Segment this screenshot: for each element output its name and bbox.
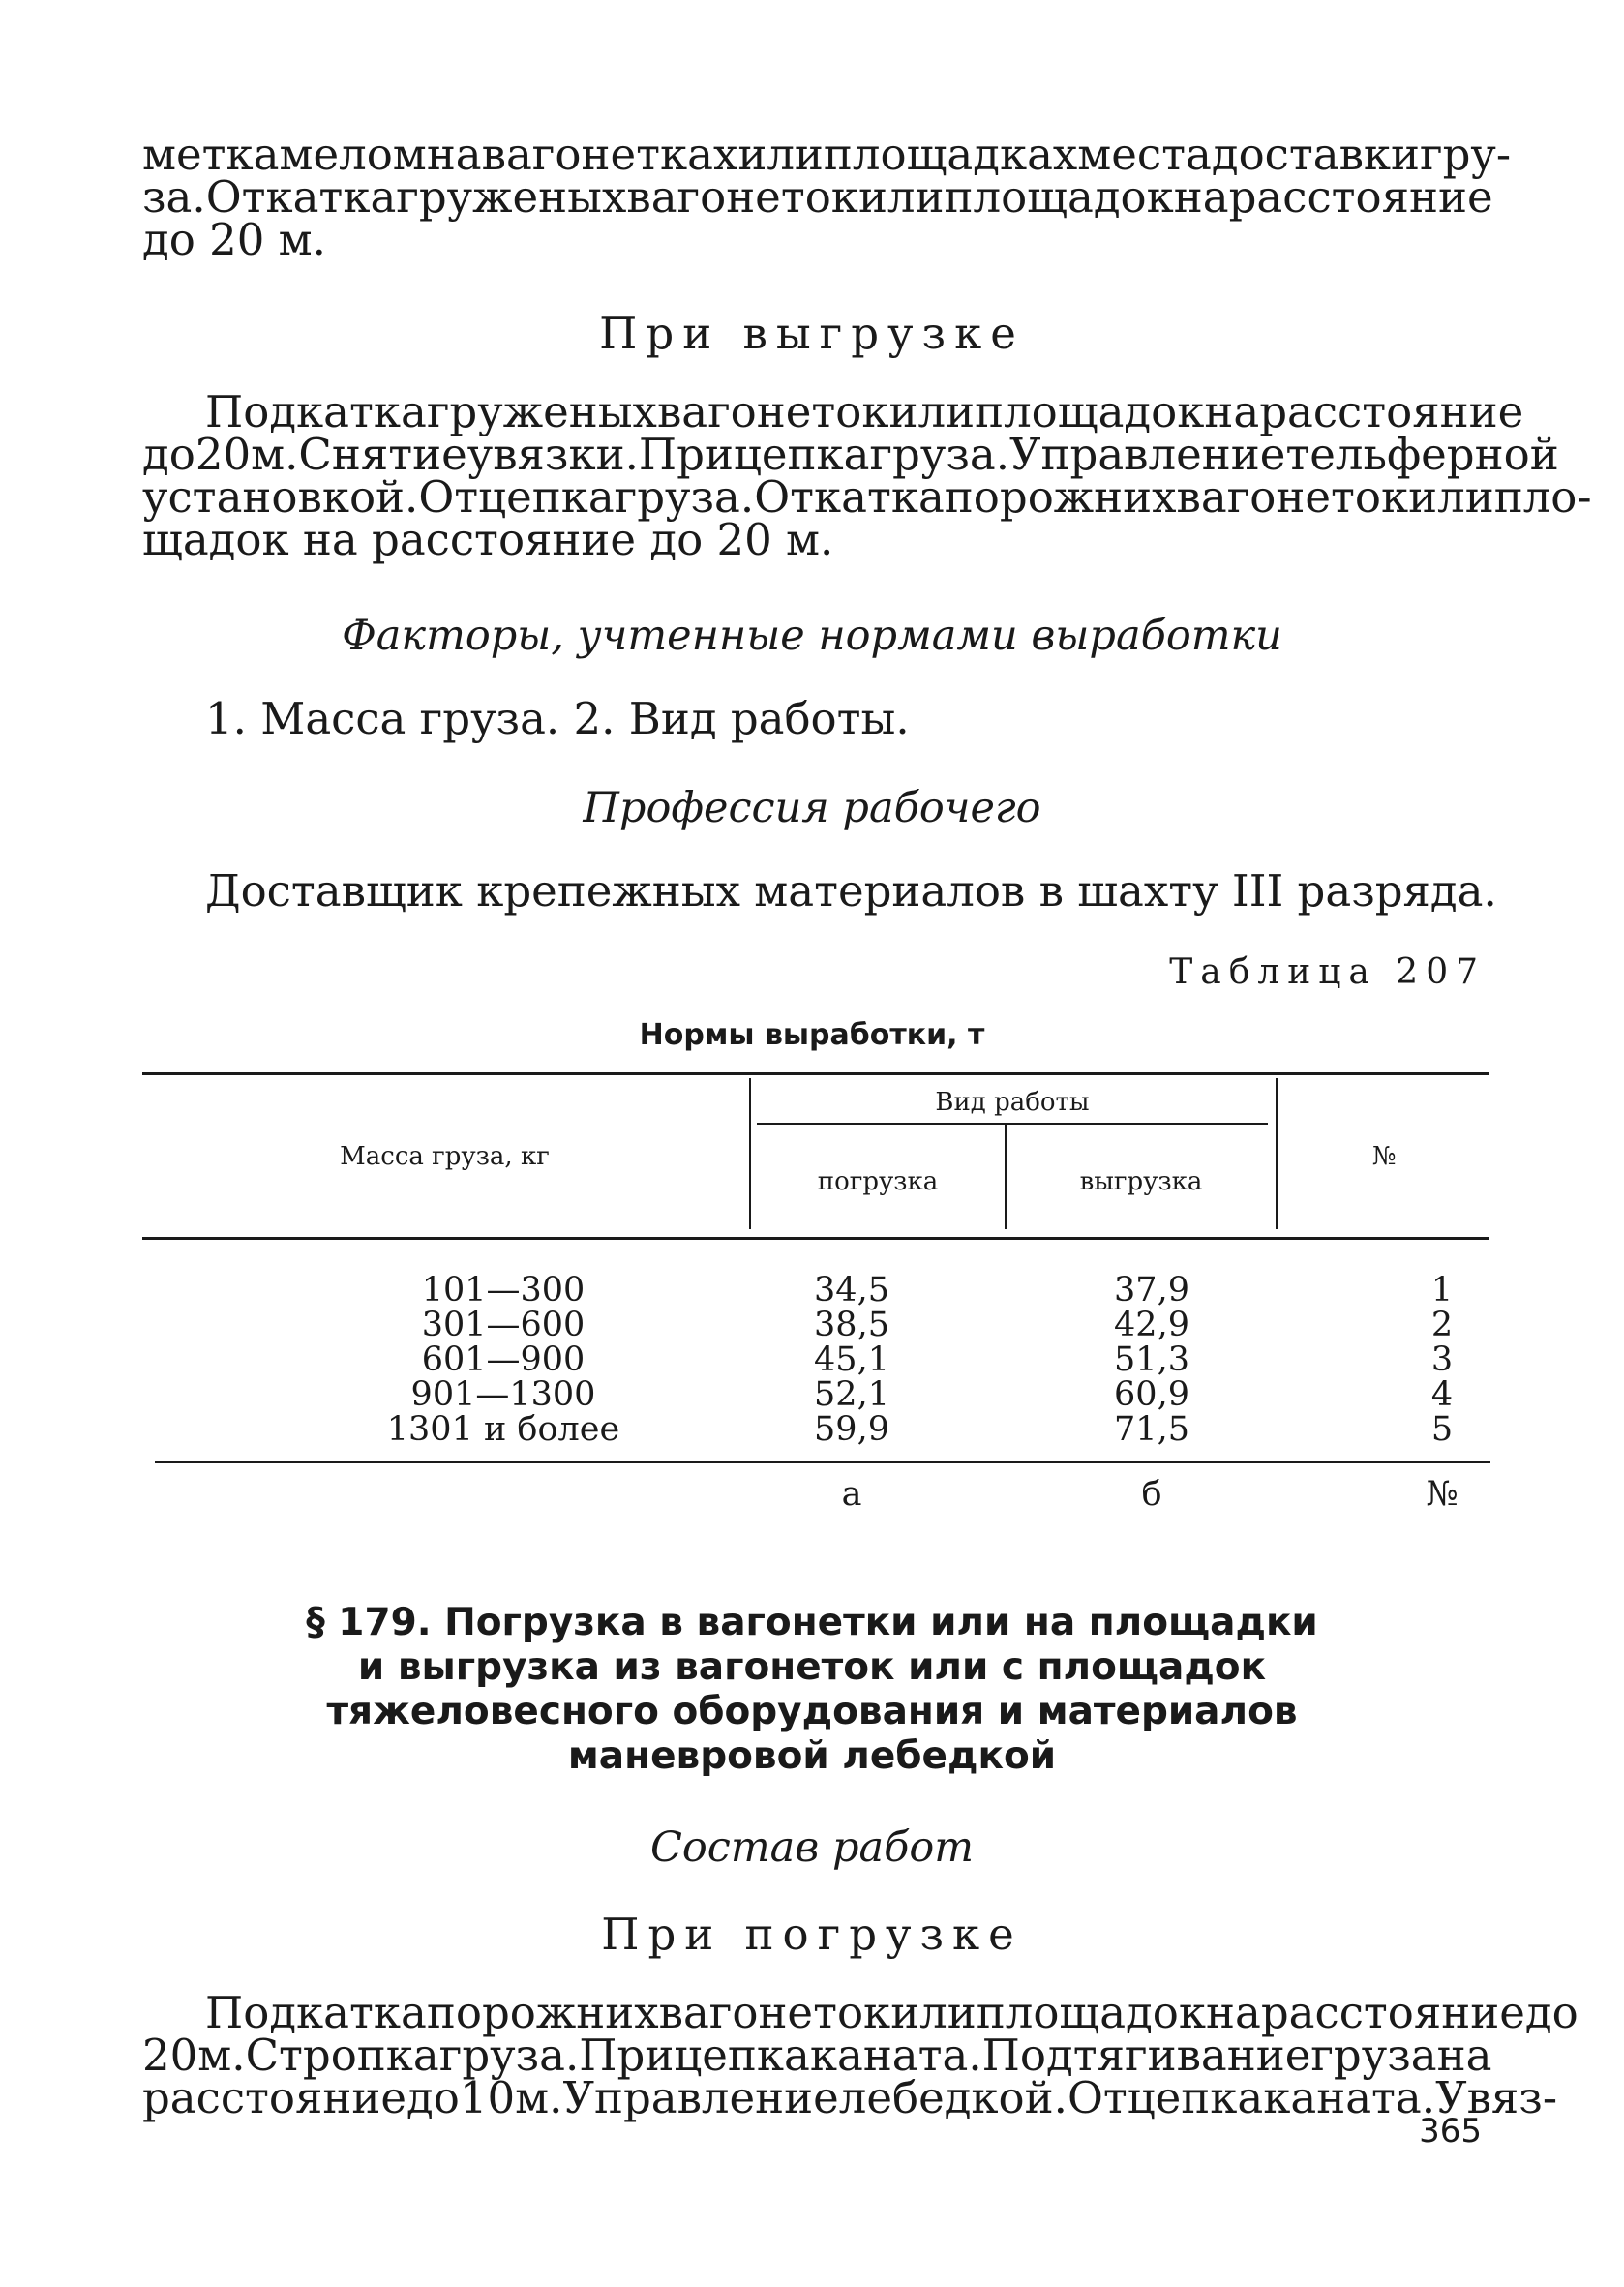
word: м.	[197, 2030, 246, 2081]
word: Прицепка	[579, 2030, 810, 2081]
cell-number: 4	[1430, 1375, 1454, 1414]
word: груженых	[426, 386, 657, 437]
word: груза.	[614, 471, 755, 523]
cell-unloading: 71,5	[1114, 1410, 1189, 1449]
word: тельферной	[1285, 429, 1559, 480]
word: или	[890, 1987, 977, 2038]
word: площадок	[975, 386, 1205, 437]
cell-mass: 1301 и более	[386, 1410, 620, 1449]
word: 10	[459, 2072, 516, 2123]
header-loading: погрузка	[817, 1167, 939, 1196]
word: пло-	[1493, 471, 1592, 523]
word: на	[1206, 1987, 1261, 2038]
table-header-rule	[142, 1237, 1489, 1240]
word: порожних	[944, 471, 1177, 523]
word: груженых	[396, 171, 627, 223]
word: за.	[142, 171, 206, 223]
cell-loading: 59,9	[814, 1410, 889, 1449]
word: каната.	[1263, 2072, 1436, 2123]
word: Откатка	[754, 471, 945, 523]
word: груза.	[438, 2030, 580, 2081]
header-unloading: выгрузка	[1079, 1167, 1203, 1196]
word: расстояние	[1259, 386, 1524, 437]
word: порожних	[426, 1987, 659, 2038]
word: вагонеток	[656, 386, 889, 437]
word: площадок	[976, 1987, 1207, 2038]
word: каната.	[809, 2030, 982, 2081]
footer-col-number: №	[1426, 1475, 1459, 1514]
word: площадках	[823, 129, 1078, 180]
section-title-line: и выгрузка из вагонеток или с площадок	[357, 1645, 1267, 1689]
word: 20	[195, 429, 252, 480]
word: места	[1077, 129, 1212, 180]
word: или	[888, 386, 976, 437]
table-top-rule	[142, 1072, 1489, 1075]
word: вагонеток	[626, 171, 858, 223]
cell-number: 2	[1430, 1306, 1454, 1344]
word: Управление	[562, 2072, 839, 2123]
section-title-line: § 179. Погрузка в вагонетки или на площадки	[306, 1601, 1318, 1644]
cell-unloading: 51,3	[1114, 1340, 1189, 1379]
word: до	[142, 429, 195, 480]
header-number: №	[1371, 1142, 1397, 1171]
word: Откатка	[205, 171, 397, 223]
paragraph-line: щадок на расстояние до 20 м.	[142, 514, 834, 565]
cell-loading: 38,5	[814, 1306, 889, 1344]
word: м.	[515, 2072, 563, 2123]
subheading-profession: Профессия рабочего	[583, 784, 1041, 832]
word: расстояние	[1260, 1987, 1525, 2038]
word: или	[1408, 471, 1494, 523]
table-title: Нормы выработки, т	[639, 1018, 985, 1052]
cell-unloading: 42,9	[1114, 1306, 1189, 1344]
cell-loading: 45,1	[814, 1340, 889, 1379]
word: вагонетках	[481, 129, 738, 180]
profession-text: Доставщик крепежных материалов в шахту III разряда.	[205, 865, 1497, 917]
factors-text: 1. Масса груза. 2. Вид работы.	[205, 693, 910, 744]
word: Управление	[1009, 429, 1286, 480]
cell-number: 5	[1430, 1410, 1454, 1449]
word: до	[406, 2072, 460, 2123]
cell-unloading: 37,9	[1114, 1271, 1189, 1309]
section-title-line: тяжеловесного оборудования и материалов	[326, 1690, 1298, 1733]
word: на	[1204, 386, 1260, 437]
table-bottom-rule	[1355, 1461, 1490, 1463]
word: Прицепка	[638, 429, 870, 480]
word: расстояние	[1228, 171, 1493, 223]
word: Подкатка	[205, 1987, 427, 2038]
table-number: Таблица 207	[1169, 952, 1486, 992]
word: гру-	[1420, 129, 1512, 180]
word: площадок	[944, 171, 1174, 223]
word: или	[737, 129, 824, 180]
paragraph-line: до 20 м.	[142, 214, 326, 265]
word: или	[857, 171, 945, 223]
cell-loading: 34,5	[814, 1271, 889, 1309]
word: на	[1173, 171, 1229, 223]
cell-unloading: 60,9	[1114, 1375, 1189, 1414]
paragraph-line	[142, 171, 1493, 223]
word: м.	[251, 429, 299, 480]
word: груза.	[869, 429, 1010, 480]
word: до	[1524, 1987, 1579, 2038]
word: 20	[142, 2030, 198, 2081]
paragraph-line	[142, 2072, 1558, 2123]
word: Отцепка	[1067, 2072, 1264, 2123]
subheading-loading: При погрузке	[601, 1909, 1023, 1960]
word: доставки	[1211, 129, 1421, 180]
word: Подкатка	[205, 386, 427, 437]
word: расстояние	[142, 2072, 407, 2123]
subheading-composition: Состав работ	[649, 1823, 975, 1872]
cell-mass: 301—600	[421, 1306, 586, 1344]
page-number: 365	[1419, 2112, 1482, 2151]
table-bottom-rule	[155, 1461, 1369, 1463]
cell-mass: 601—900	[421, 1340, 586, 1379]
word: Стропка	[245, 2030, 439, 2081]
word: на	[426, 129, 482, 180]
word: Снятие	[298, 429, 467, 480]
subheading-unloading: При выгрузке	[599, 308, 1025, 359]
word: Увяз-	[1435, 2072, 1558, 2123]
word: лебедкой.	[838, 2072, 1068, 2123]
section-title-line: маневровой лебедкой	[567, 1734, 1057, 1778]
cell-mass: 101—300	[421, 1271, 586, 1309]
word: метка	[142, 129, 280, 180]
table-group-rule	[757, 1123, 1268, 1125]
word: мелом	[279, 129, 427, 180]
cell-number: 1	[1430, 1271, 1454, 1309]
footer-col-b: б	[1141, 1475, 1162, 1514]
footer-col-a: а	[841, 1475, 862, 1514]
word: груза	[1310, 2030, 1437, 2081]
word: Отцепка	[418, 471, 615, 523]
header-mass: Масса груза, кг	[340, 1142, 550, 1171]
header-work-type: Вид работы	[935, 1088, 1090, 1117]
word: вагонеток	[1176, 471, 1409, 523]
cell-loading: 52,1	[814, 1375, 889, 1414]
subheading-factors: Факторы, учтенные нормами выработки	[342, 612, 1282, 660]
word: вагонеток	[658, 1987, 891, 2038]
word: увязки.	[466, 429, 639, 480]
cell-mass: 901—1300	[410, 1375, 596, 1414]
word: на	[1436, 2030, 1492, 2081]
cell-number: 3	[1430, 1340, 1454, 1379]
word: Подтягивание	[981, 2030, 1311, 2081]
word: установкой.	[142, 471, 419, 523]
